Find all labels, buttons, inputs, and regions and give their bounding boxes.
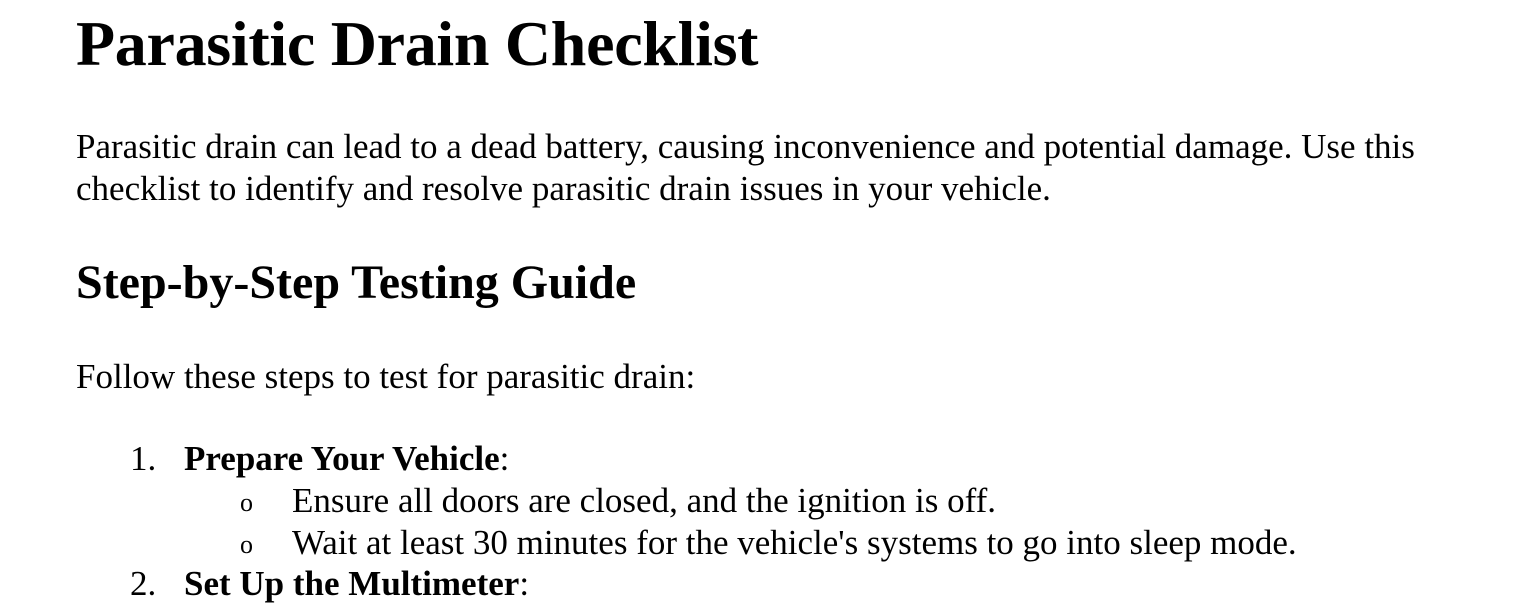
step-title-bold: Prepare Your Vehicle [184,439,500,478]
section-heading: Step-by-Step Testing Guide [76,256,637,309]
step-title [184,438,509,480]
step-title-bold: Set Up the Multimeter [184,564,520,603]
step-number: 1. [130,439,157,478]
section-lead: Follow these steps to test for parasitic drain: [76,357,696,396]
hollow-bullet-icon: o [240,488,253,517]
document-title: Parasitic Drain Checklist [76,8,759,79]
intro-paragraph: Parasitic drain can lead to a dead battery, causing inconvenience and potential damage. Use this checklist to identify and resolve parasitic drain issues in your vehicle. [76,127,1415,208]
step-title-suffix: : [499,439,510,478]
substep-text: Ensure all doors are closed, and the ignition is off. [292,481,997,520]
substep-text: Wait at least 30 minutes for the vehicle's systems to go into sleep mode. [292,523,1297,562]
step-title-suffix: : [519,564,530,603]
hollow-bullet-icon: o [240,530,253,559]
step-number: 2. [130,564,157,603]
step-title [184,563,529,605]
